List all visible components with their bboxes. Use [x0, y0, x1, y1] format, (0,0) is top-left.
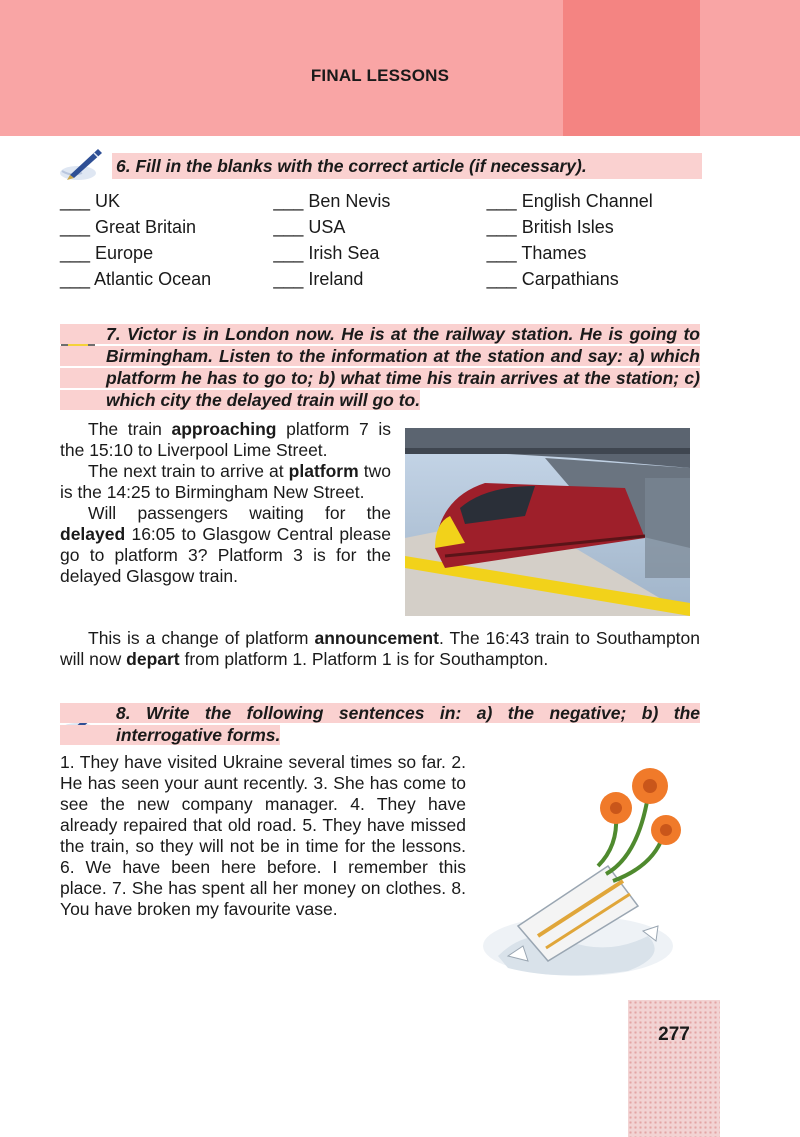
task8-heading — [60, 702, 700, 746]
keyword: platform — [288, 461, 359, 481]
page-number: 277 — [658, 1024, 690, 1045]
text-run: from platform 1. Platform 1 is for Southampton. — [179, 649, 549, 669]
grid-cell: ___ UK — [60, 191, 121, 211]
text-run: . The 16:43 train to Southampton will now — [60, 628, 701, 669]
grid-cell: ___ Ben Nevis — [273, 191, 391, 211]
page-number-box — [628, 1000, 720, 1137]
text-run: This is a change of platform — [88, 628, 315, 648]
grid-cell: ___ USA — [273, 217, 346, 237]
task7-heading — [60, 323, 700, 411]
grid-cell: ___ British Isles — [486, 217, 614, 237]
grid-row — [60, 214, 700, 240]
announcement-text-column — [60, 419, 391, 587]
text-run: The next train to arrive at — [88, 461, 289, 481]
page-title: FINAL LESSONS — [310, 66, 450, 85]
text-run: Will passengers waiting for the — [88, 503, 391, 523]
task7-heading-text: 7. Victor is in London now. He is at the railway station. He is going to Birmingham. Listen to the information at the station and say: a) which platform he has to go to; b) what time his train arrives at the station; c) which city the delayed train will go to. — [60, 324, 700, 410]
task8-text: 1. They have visited Ukraine several times so far. 2. He has seen your aunt recently. 3. She has come to see the new company manager. 4. They have already repaired that old road. 5. They have missed the train, so they will not be in time for the lessons. 6. We have been here before. I remember this place. 7. She has spent all her money on clothes. 8. You have broken my favourite vase. — [60, 752, 466, 919]
text-run: 16:05 to Glasgow Central please go to platform 3? Platform 3 is for the delayed Glasgow train. — [60, 524, 391, 586]
grid-cell: ___ Great Britain — [60, 217, 197, 237]
announcement-paragraph — [60, 419, 391, 461]
keyword: depart — [126, 649, 180, 669]
keyword: announcement — [314, 628, 439, 648]
task8-sentences — [60, 752, 466, 920]
grid-cell: ___ Carpathians — [486, 269, 619, 289]
grid-row — [60, 266, 700, 292]
train-photo — [405, 428, 690, 616]
grid-cell: ___ Ireland — [273, 269, 364, 289]
keyword: delayed — [60, 524, 126, 544]
announcement-text-full — [60, 628, 700, 670]
announcement-paragraph — [60, 628, 700, 670]
task6-heading: 6. Fill in the blanks with the correct article (if necessary). — [116, 156, 587, 176]
grid-cell: ___ Irish Sea — [273, 243, 380, 263]
article-grid — [60, 188, 700, 292]
grid-cell: ___ Atlantic Ocean — [60, 269, 212, 289]
grid-cell: ___ Europe — [60, 243, 154, 263]
keyword: approaching — [171, 419, 277, 439]
text-run: platform 7 is the 15:10 to Liverpool Lime Street. — [60, 419, 391, 460]
grid-cell: ___ English Channel — [486, 191, 653, 211]
task8-heading-text: 8. Write the following sentences in: a) the negative; b) the interrogative forms. — [60, 703, 700, 745]
grid-row — [60, 240, 700, 266]
grid-cell: ___ Thames — [486, 243, 587, 263]
broken-vase-illustration — [478, 756, 700, 986]
text-run: two is the 14:25 to Birmingham New Street. — [60, 461, 391, 502]
text-run: The train — [88, 419, 172, 439]
announcement-paragraph — [60, 461, 391, 503]
pen-icon — [58, 143, 106, 183]
announcement-paragraph — [60, 503, 391, 587]
grid-row — [60, 188, 700, 214]
